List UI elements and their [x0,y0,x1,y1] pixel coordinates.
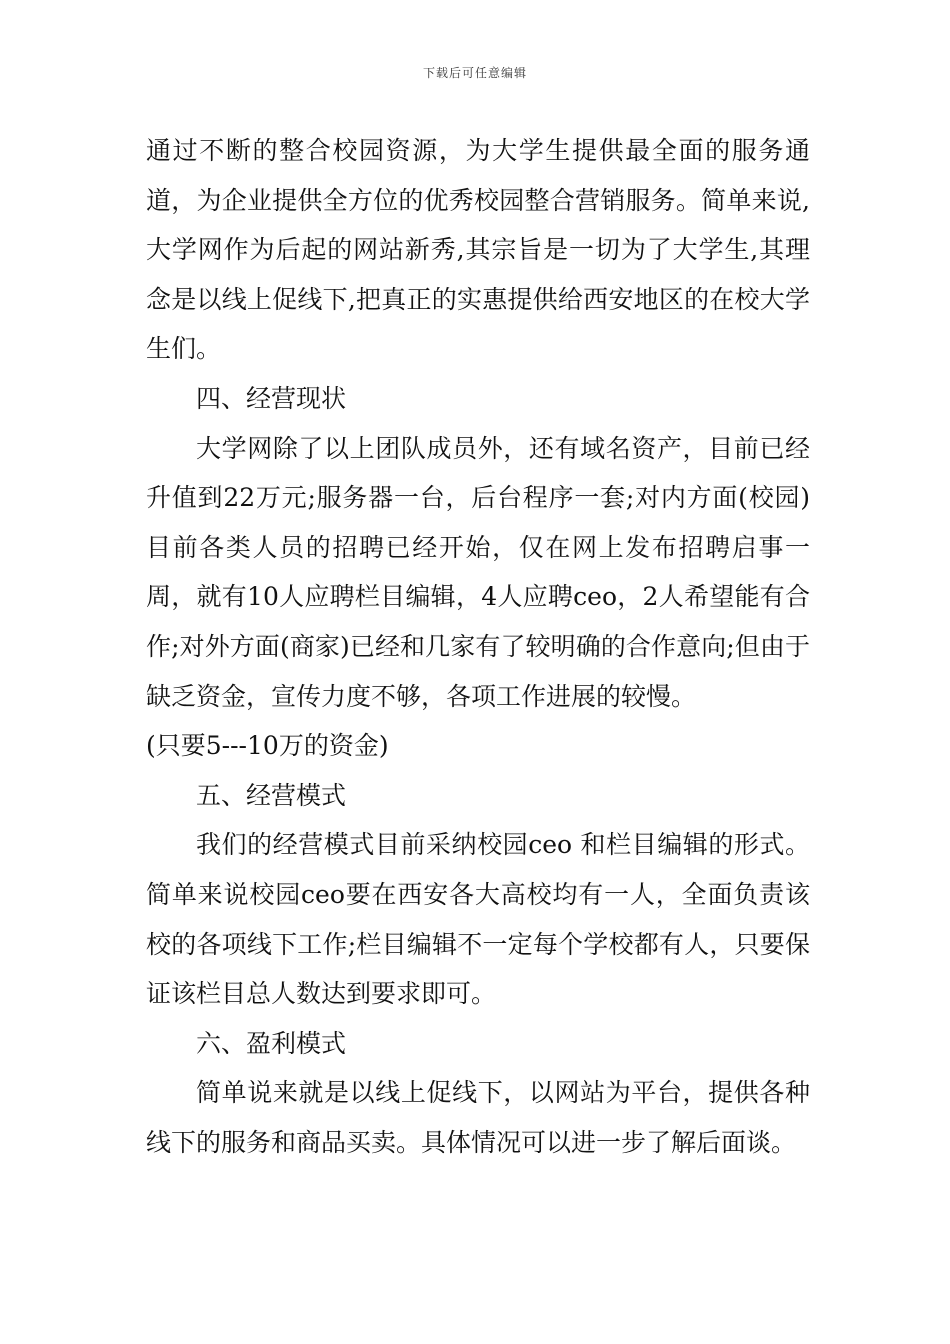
paragraph-operating-model: 我们的经营模式目前采纳校园ceo 和栏目编辑的形式。简单来说校园ceo要在西安各大高校均有一人，全面负责该校的各项线下工作;栏目编辑不一定每个学校都有人，只要保证该栏目总人数达到要求即可。 [146,830,810,1009]
paragraph-funding-note: (只要5---10万的资金) [146,731,389,761]
paragraph-profit-model: 简单说来就是以线上促线下，以网站为平台，提供各种线下的服务和商品买卖。具体情况可以进一步了解后面谈。 [146,1078,810,1157]
page-header-note: 下载后可任意编辑 [422,66,527,80]
section-heading-profit-model: 六、盈利模式 [196,1028,347,1058]
section-heading-status: 四、经营现状 [196,383,347,413]
document-body [146,126,810,1167]
paragraph-intro: 通过不断的整合校园资源，为大学生提供最全面的服务通道，为企业提供全方位的优秀校园整合营销服务。简单来说,大学网作为后起的网站新秀,其宗旨是一切为了大学生,其理念是以线上促线下,把真正的实惠提供给西安地区的在校大学生们。 [146,136,810,364]
section-heading-operating-model: 五、经营模式 [196,780,347,810]
paragraph-status: 大学网除了以上团队成员外，还有域名资产，目前已经升值到22万元;服务器一台，后台程序一套;对内方面(校园)目前各类人员的招聘已经开始，仅在网上发布招聘启事一周，就有10人应聘栏目编辑，4人应聘ceo，2人希望能有合作;对外方面(商家)已经和几家有了较明确的合作意向;但由于缺乏资金，宣传力度不够，各项工作进展的较慢。 [146,433,810,711]
